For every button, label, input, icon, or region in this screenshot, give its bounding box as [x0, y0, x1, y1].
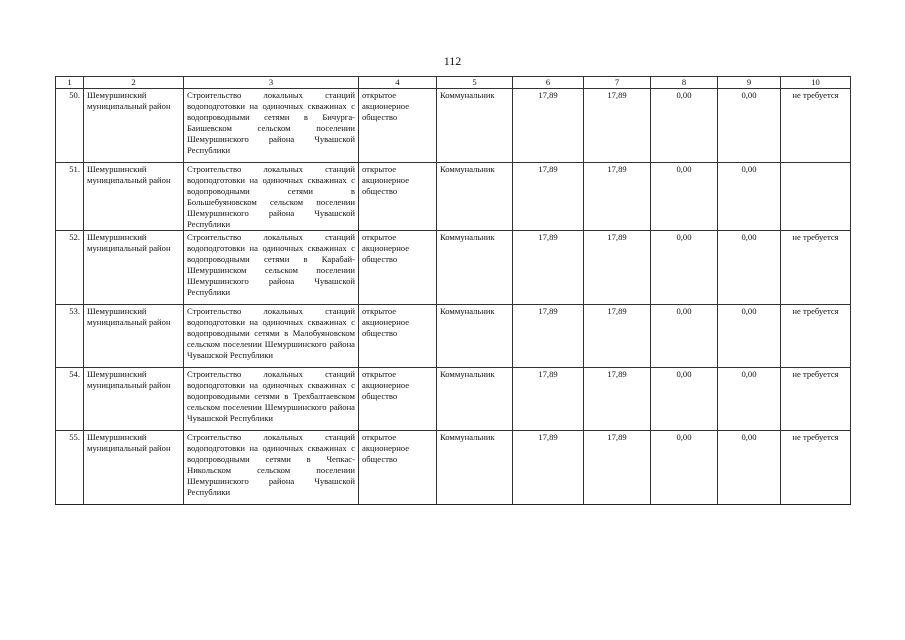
district-cell: Шемуршинский муниципальный район — [84, 305, 184, 368]
description-cell: Строительство локальных станций водоподготовки на одиночных скважинах с водопроводными сетями в Малобуяновском сельском поселении Шемуршинского района Чувашской Республики — [184, 305, 359, 368]
row-number: 52. — [56, 231, 84, 305]
page-number: 112 — [443, 54, 462, 68]
value-cell: 17,89 — [584, 431, 651, 505]
note-cell: не требуется — [781, 305, 851, 368]
owner-cell: открытое акционерное общество — [359, 368, 437, 431]
value-cell: 17,89 — [513, 231, 584, 305]
description-cell: Строительство локальных станций водоподготовки на одиночных скважинах с водопроводными сетями в Большебуяновском сельском поселении Шемуршинского района Чувашской Республики — [184, 163, 359, 231]
value-cell: 0,00 — [651, 305, 718, 368]
column-header: 9 — [718, 77, 781, 89]
column-header: 1 — [56, 77, 84, 89]
value-cell: 17,89 — [584, 163, 651, 231]
note-cell: не требуется — [781, 231, 851, 305]
type-cell: Коммунальник — [437, 163, 513, 231]
description-cell: Строительство локальных станций водоподготовки на одиночных скважинах с водопроводными сетями в Чепкас-Никольском сельском поселении Шемуршинского района Чувашской Республики — [184, 431, 359, 505]
district-cell: Шемуршинский муниципальный район — [84, 368, 184, 431]
value-cell: 0,00 — [718, 305, 781, 368]
table-row — [56, 163, 851, 231]
owner-cell: открытое акционерное общество — [359, 89, 437, 163]
value-cell: 17,89 — [584, 368, 651, 431]
type-cell: Коммунальник — [437, 231, 513, 305]
table-row — [56, 305, 851, 368]
value-cell: 0,00 — [718, 368, 781, 431]
description-cell: Строительство локальных станций водоподготовки на одиночных скважинах с водопроводными сетями в Бичурга-Баишевском сельском поселении Шемуршинского района Чувашской Республики — [184, 89, 359, 163]
district-cell: Шемуршинский муниципальный район — [84, 231, 184, 305]
owner-cell: открытое акционерное общество — [359, 231, 437, 305]
value-cell: 17,89 — [513, 305, 584, 368]
column-header: 7 — [584, 77, 651, 89]
column-header: 4 — [359, 77, 437, 89]
district-cell: Шемуршинский муниципальный район — [84, 89, 184, 163]
value-cell: 0,00 — [651, 163, 718, 231]
value-cell: 17,89 — [513, 163, 584, 231]
column-header: 10 — [781, 77, 851, 89]
value-cell: 17,89 — [584, 231, 651, 305]
value-cell: 0,00 — [718, 89, 781, 163]
type-cell: Коммунальник — [437, 431, 513, 505]
row-number: 51. — [56, 163, 84, 231]
note-cell — [781, 163, 851, 231]
description-cell: Строительство локальных станций водоподготовки на одиночных скважинах с водопроводными сетями в Карабай-Шемуршинском сельском поселении Шемуршинского района Чувашской Республики — [184, 231, 359, 305]
row-number: 53. — [56, 305, 84, 368]
row-number: 50. — [56, 89, 84, 163]
row-number: 55. — [56, 431, 84, 505]
column-number-row — [56, 77, 851, 89]
value-cell: 0,00 — [651, 368, 718, 431]
value-cell: 0,00 — [651, 89, 718, 163]
value-cell: 0,00 — [718, 163, 781, 231]
note-cell: не требуется — [781, 368, 851, 431]
note-cell: не требуется — [781, 431, 851, 505]
value-cell: 17,89 — [584, 89, 651, 163]
type-cell: Коммунальник — [437, 368, 513, 431]
column-header: 3 — [184, 77, 359, 89]
value-cell: 17,89 — [513, 368, 584, 431]
district-cell: Шемуршинский муниципальный район — [84, 163, 184, 231]
value-cell: 17,89 — [584, 305, 651, 368]
row-number: 54. — [56, 368, 84, 431]
table-row — [56, 231, 851, 305]
note-cell: не требуется — [781, 89, 851, 163]
column-header: 6 — [513, 77, 584, 89]
owner-cell: открытое акционерное общество — [359, 305, 437, 368]
type-cell: Коммунальник — [437, 305, 513, 368]
value-cell: 17,89 — [513, 431, 584, 505]
value-cell: 0,00 — [718, 231, 781, 305]
value-cell: 0,00 — [718, 431, 781, 505]
owner-cell: открытое акционерное общество — [359, 163, 437, 231]
description-cell: Строительство локальных станций водоподготовки на одиночных скважинах с водопроводными сетями в Трехбалтаевском сельском поселении Шемуршинского района Чувашской Республики — [184, 368, 359, 431]
investment-table — [55, 76, 851, 505]
column-header: 8 — [651, 77, 718, 89]
table-row — [56, 368, 851, 431]
column-header: 5 — [437, 77, 513, 89]
table-row — [56, 89, 851, 163]
district-cell: Шемуршинский муниципальный район — [84, 431, 184, 505]
type-cell: Коммунальник — [437, 89, 513, 163]
owner-cell: открытое акционерное общество — [359, 431, 437, 505]
value-cell: 17,89 — [513, 89, 584, 163]
value-cell: 0,00 — [651, 231, 718, 305]
table-row — [56, 431, 851, 505]
column-header: 2 — [84, 77, 184, 89]
value-cell: 0,00 — [651, 431, 718, 505]
